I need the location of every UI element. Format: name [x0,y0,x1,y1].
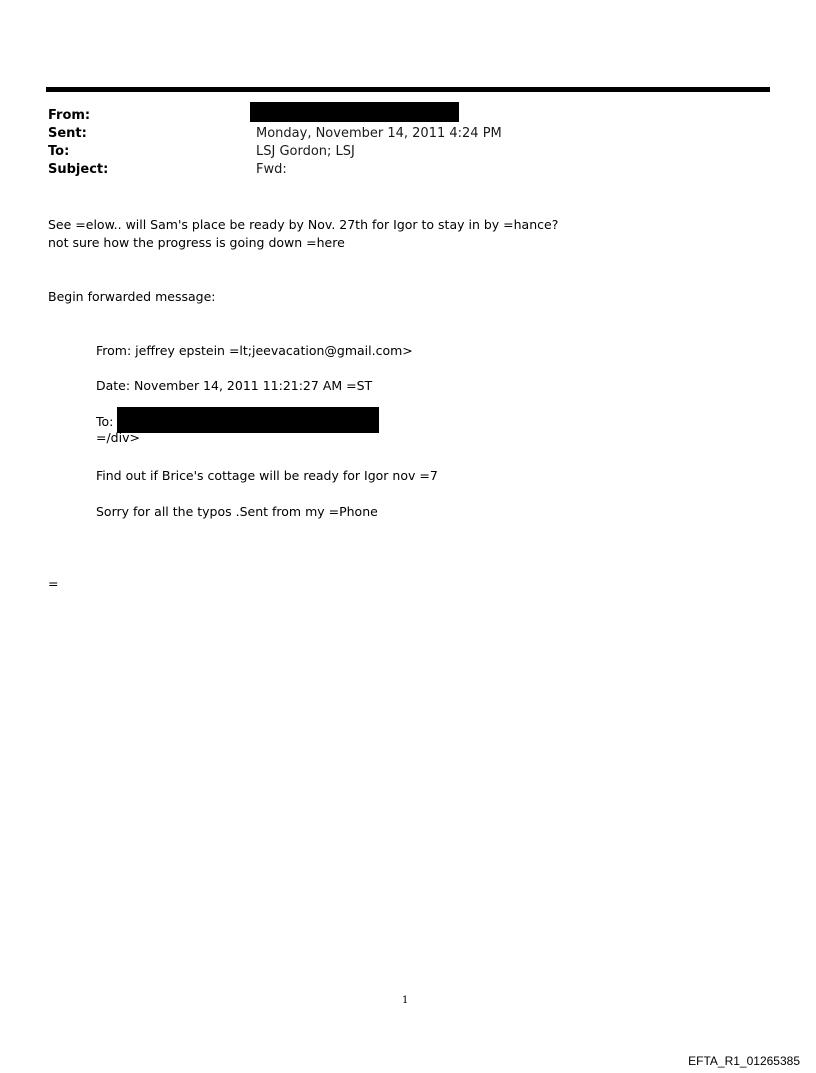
redaction-bar-to [117,407,379,433]
subject-label: Subject: [48,162,109,177]
body-line-1: See =elow.. will Sam's place be ready by Nov. 27th for Igor to stay in by =hance? [48,217,559,232]
subject-value: Fwd: [256,162,287,177]
from-label: From: [48,108,91,123]
forwarded-message: Find out if Brice's cottage will be ready for Igor nov =7 [96,468,438,483]
forwarded-signature: Sorry for all the typos .Sent from my =Phone [96,504,378,519]
redaction-bar-from [250,102,459,122]
forwarded-from: From: jeffrey epstein =lt;jeevacation@gmail.com> [96,343,413,358]
body-line-2: not sure how the progress is going down =here [48,235,345,250]
page-number: 1 [402,995,409,1006]
forwarded-div-close: =/div> [96,430,140,445]
trailing-equals: = [48,576,59,591]
to-label: To: [48,144,70,159]
header-rule [46,87,770,92]
sent-value: Monday, November 14, 2011 4:24 PM [256,126,502,141]
begin-forwarded-text: Begin forwarded message: [48,289,216,304]
document-id: EFTA_R1_01265385 [688,1054,800,1068]
forwarded-to-label: To: [96,414,114,429]
forwarded-date: Date: November 14, 2011 11:21:27 AM =ST [96,378,373,393]
sent-label: Sent: [48,126,87,141]
to-value: LSJ Gordon; LSJ [256,144,355,159]
